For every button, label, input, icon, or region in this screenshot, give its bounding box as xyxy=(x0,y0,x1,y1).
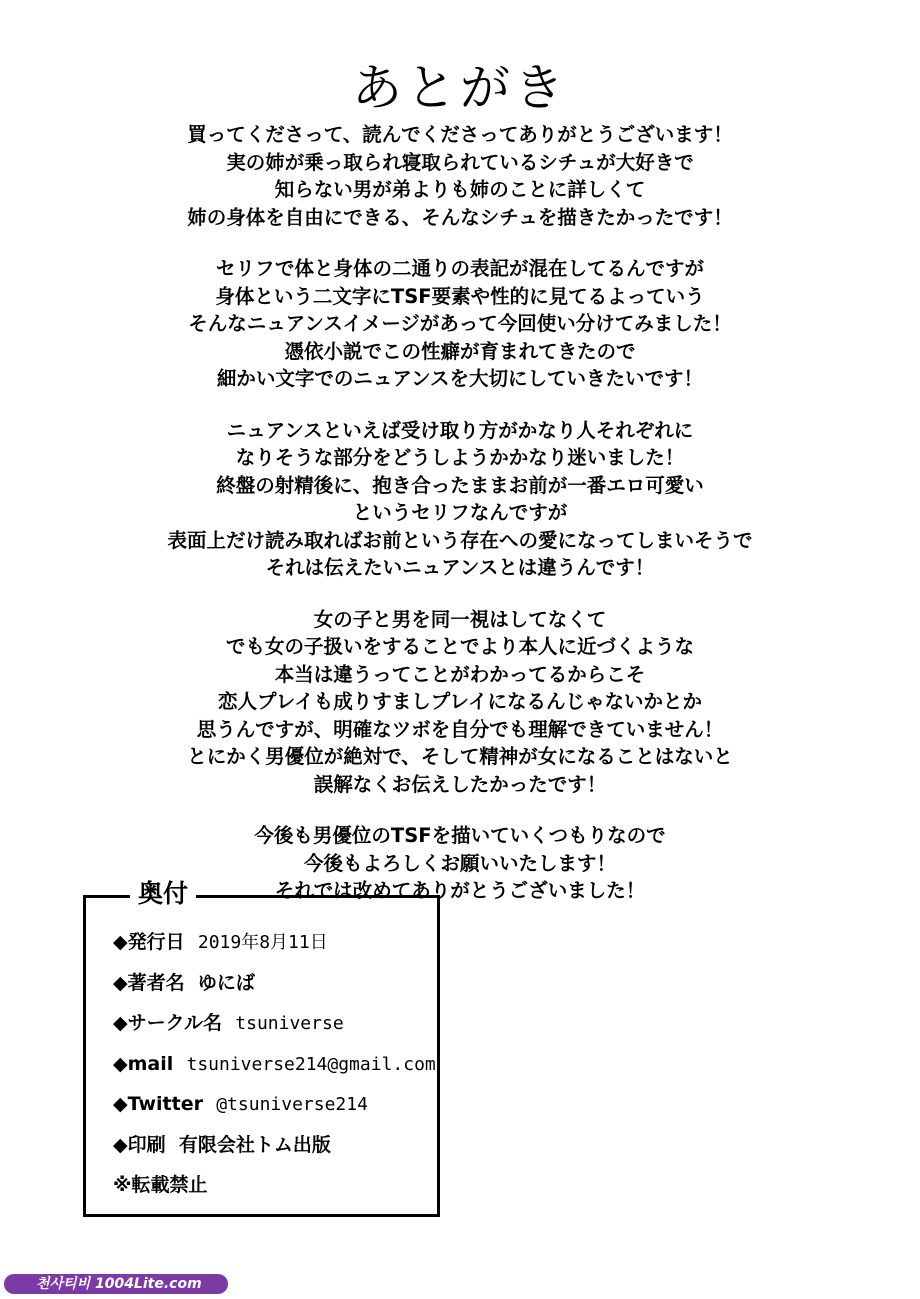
colophon-printer xyxy=(113,1131,436,1172)
colophon-title: 奥付 xyxy=(130,878,196,910)
printer-label: ◆印刷 xyxy=(113,1133,166,1156)
text-line: そんなニュアンスイメージがあって今回使い分けてみました！ xyxy=(188,312,732,335)
text-line: 細かい文字でのニュアンスを大切にしていきたいです！ xyxy=(216,367,704,390)
text-line: 憑依小説でこの性癖が育まれてきたので xyxy=(284,339,636,363)
colophon-issue-date xyxy=(113,928,436,969)
text-line: ニュアンスといえば受け取り方がかなり人それぞれに xyxy=(226,418,694,442)
issue-date-value: 2019年8月11日 xyxy=(197,932,328,953)
text-line: 買ってくださって、読んでくださってありがとうございます！ xyxy=(187,123,733,146)
colophon-mail xyxy=(113,1050,436,1091)
text-line: 恋人プレイも成りすましプレイになるんじゃないかとか xyxy=(218,690,702,713)
author-label: ◆著者名 xyxy=(113,971,185,994)
afterword-paragraph-1 xyxy=(0,121,920,231)
text-line: 身体という二文字にTSF要素や性的に見てるよっていう xyxy=(215,284,705,308)
afterword-body xyxy=(0,121,920,929)
colophon-twitter xyxy=(113,1090,436,1131)
colophon-notice: ※転載禁止 xyxy=(113,1174,208,1196)
text-line: 実の姉が乗っ取られ寝取られているシチュが大好きで xyxy=(226,150,694,174)
text-line: 本当は違うってことがわかってるからこそ xyxy=(274,662,646,686)
circle-value: tsuniverse xyxy=(235,1013,344,1034)
afterword-paragraph-2 xyxy=(0,255,920,393)
text-line: 思うんですが、明確なツボを自分でも理解できていません！ xyxy=(196,717,724,741)
issue-date-label: ◆発行日 xyxy=(113,931,185,953)
text-line: 姉の身体を自由にできる、そんなシチュを描きたかったです！ xyxy=(187,205,733,229)
circle-label: ◆サークル名 xyxy=(113,1012,223,1034)
colophon-list xyxy=(113,928,436,1212)
page-title: あとがき xyxy=(352,59,568,117)
text-line: 女の子と男を同一視はしてなくて xyxy=(313,607,607,631)
colophon-author xyxy=(113,969,436,1010)
printer-value: 有限会社トム出版 xyxy=(178,1133,331,1156)
text-line: 今後もよろしくお願いいたします！ xyxy=(303,851,616,875)
watermark-badge: 천사티비 1004Lite.com xyxy=(4,1274,228,1294)
text-line: 知らない男が弟よりも姉のことに詳しくて xyxy=(274,178,646,201)
text-line: 今後も男優位のTSFを描いていくつもりなので xyxy=(254,824,666,847)
text-line: セリフで体と身体の二通りの表記が混在してるんですが xyxy=(215,257,705,280)
mail-label: ◆mail xyxy=(113,1052,174,1075)
text-line: それは伝えたいニュアンスとは違うんです！ xyxy=(265,556,655,579)
text-line: なりそうな部分をどうしようかかなり迷いました！ xyxy=(235,446,685,469)
text-line: 誤解なくお伝えしたかったです！ xyxy=(313,772,607,796)
text-line: それでは改めてありがとうございました！ xyxy=(274,879,646,902)
afterword-paragraph-3 xyxy=(0,417,920,582)
text-line: 表面上だけ読み取ればお前という存在への愛になってしまいそうで xyxy=(167,528,753,552)
afterword-paragraph-4 xyxy=(0,606,920,799)
mail-value: tsuniverse214@gmail.com xyxy=(186,1053,436,1075)
text-line: でも女の子扱いをすることでより本人に近づくような xyxy=(225,635,694,658)
twitter-value: @tsuniverse214 xyxy=(216,1094,368,1115)
colophon-circle xyxy=(113,1009,436,1050)
text-line: 終盤の射精後に、抱き合ったままお前が一番エロ可愛い xyxy=(216,473,704,497)
author-value: ゆにば xyxy=(197,971,255,994)
text-line: とにかく男優位が絶対で、そして精神が女になることはないと xyxy=(187,745,733,768)
twitter-label: ◆Twitter xyxy=(113,1093,203,1115)
text-line: というセリフなんですが xyxy=(352,501,568,524)
